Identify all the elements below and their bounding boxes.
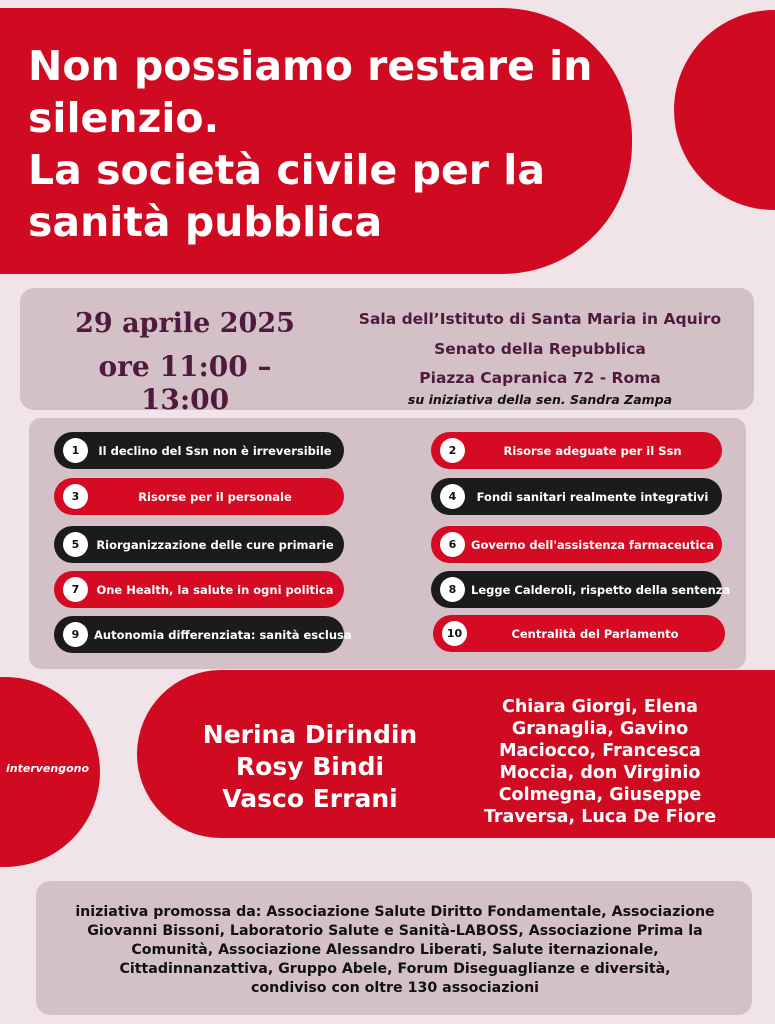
main-speaker: Nerina Dirindin — [202, 720, 418, 749]
topic-item — [431, 571, 731, 608]
title-line: Non possiamo restare in — [28, 42, 593, 90]
initiative-note: su iniziativa della sen. Sandra Zampa — [407, 392, 673, 407]
topic-label: Risorse per il personale — [138, 489, 292, 504]
title-line: silenzio. — [28, 94, 220, 142]
other-speakers-line: Moccia, don Virginio — [499, 763, 701, 783]
other-speakers-line: Traversa, Luca De Fiore — [483, 807, 717, 827]
topic-item — [54, 571, 344, 608]
venue-line: Piazza Capranica 72 - Roma — [419, 369, 661, 387]
topic-item — [433, 615, 725, 652]
promoters-line: iniziativa promossa da: Associazione Salute Diritto Fondamentale, Associazione — [75, 904, 715, 920]
topic-label: Legge Calderoli, rispetto della sentenza — [471, 582, 731, 597]
main-speaker: Vasco Errani — [222, 784, 398, 813]
topic-label: Fondi sanitari realmente integrativi — [476, 489, 709, 504]
other-speakers-line: Chiara Giorgi, Elena — [501, 697, 698, 717]
decorative-circle-right — [674, 10, 775, 210]
page-title — [28, 40, 618, 248]
topic-label: Il declino del Ssn non è irreversibile — [98, 443, 332, 458]
topic-number: 8 — [440, 577, 465, 602]
topic-number: 3 — [63, 484, 88, 509]
topic-number: 6 — [440, 532, 465, 557]
topic-label: Risorse adeguate per il Ssn — [503, 443, 682, 458]
topic-item — [54, 432, 344, 469]
topic-item — [54, 526, 344, 563]
event-date: 29 aprile 2025 — [75, 308, 295, 339]
topic-number: 4 — [440, 484, 465, 509]
topic-label: Riorganizzazione delle cure primarie — [96, 537, 334, 552]
topic-label: Autonomia differenziata: sanità esclusa — [94, 627, 352, 642]
promoters-line: Comunità, Associazione Alessandro Liberati, Salute iternazionale, — [131, 942, 659, 958]
other-speakers-line: Colmegna, Giuseppe — [498, 785, 702, 805]
promoters-text — [50, 903, 740, 998]
promoters-line: condiviso con oltre 130 associazioni — [250, 980, 540, 996]
topic-number: 1 — [63, 438, 88, 463]
topic-label: Centralità del Parlamento — [511, 626, 679, 641]
promoters-line: Cittadinnanzattiva, Gruppo Abele, Forum Diseguaglianze e diversità, — [119, 961, 671, 977]
venue-line: Sala dell’Istituto di Santa Maria in Aquiro — [358, 310, 722, 328]
venue-line: Senato della Repubblica — [434, 340, 646, 358]
topic-number: 7 — [63, 577, 88, 602]
topic-label: Governo dell'assistenza farmaceutica — [471, 537, 715, 552]
other-speakers-line: Granaglia, Gavino — [511, 719, 689, 739]
topic-label: One Health, la salute in ogni politica — [96, 582, 334, 597]
other-speakers — [470, 696, 730, 828]
other-speakers-line: Maciocco, Francesca — [499, 741, 701, 761]
speakers-intro: intervengono — [6, 762, 90, 775]
title-line: La società civile per la — [28, 146, 545, 194]
topic-number: 9 — [63, 622, 88, 647]
title-line: sanità pubblica — [28, 198, 383, 246]
topic-number: 10 — [442, 621, 467, 646]
topic-number: 5 — [63, 532, 88, 557]
topic-item — [431, 478, 722, 515]
promoters-line: Giovanni Bissoni, Laboratorio Salute e Sanità-LABOSS, Associazione Prima la — [87, 923, 703, 939]
main-speaker: Rosy Bindi — [235, 752, 385, 781]
topic-number: 2 — [440, 438, 465, 463]
event-time: ore 11:00 – 13:00 — [98, 350, 272, 416]
topic-item — [54, 616, 352, 653]
topic-item — [431, 432, 722, 469]
topic-item — [54, 478, 344, 515]
topic-item — [431, 526, 722, 563]
